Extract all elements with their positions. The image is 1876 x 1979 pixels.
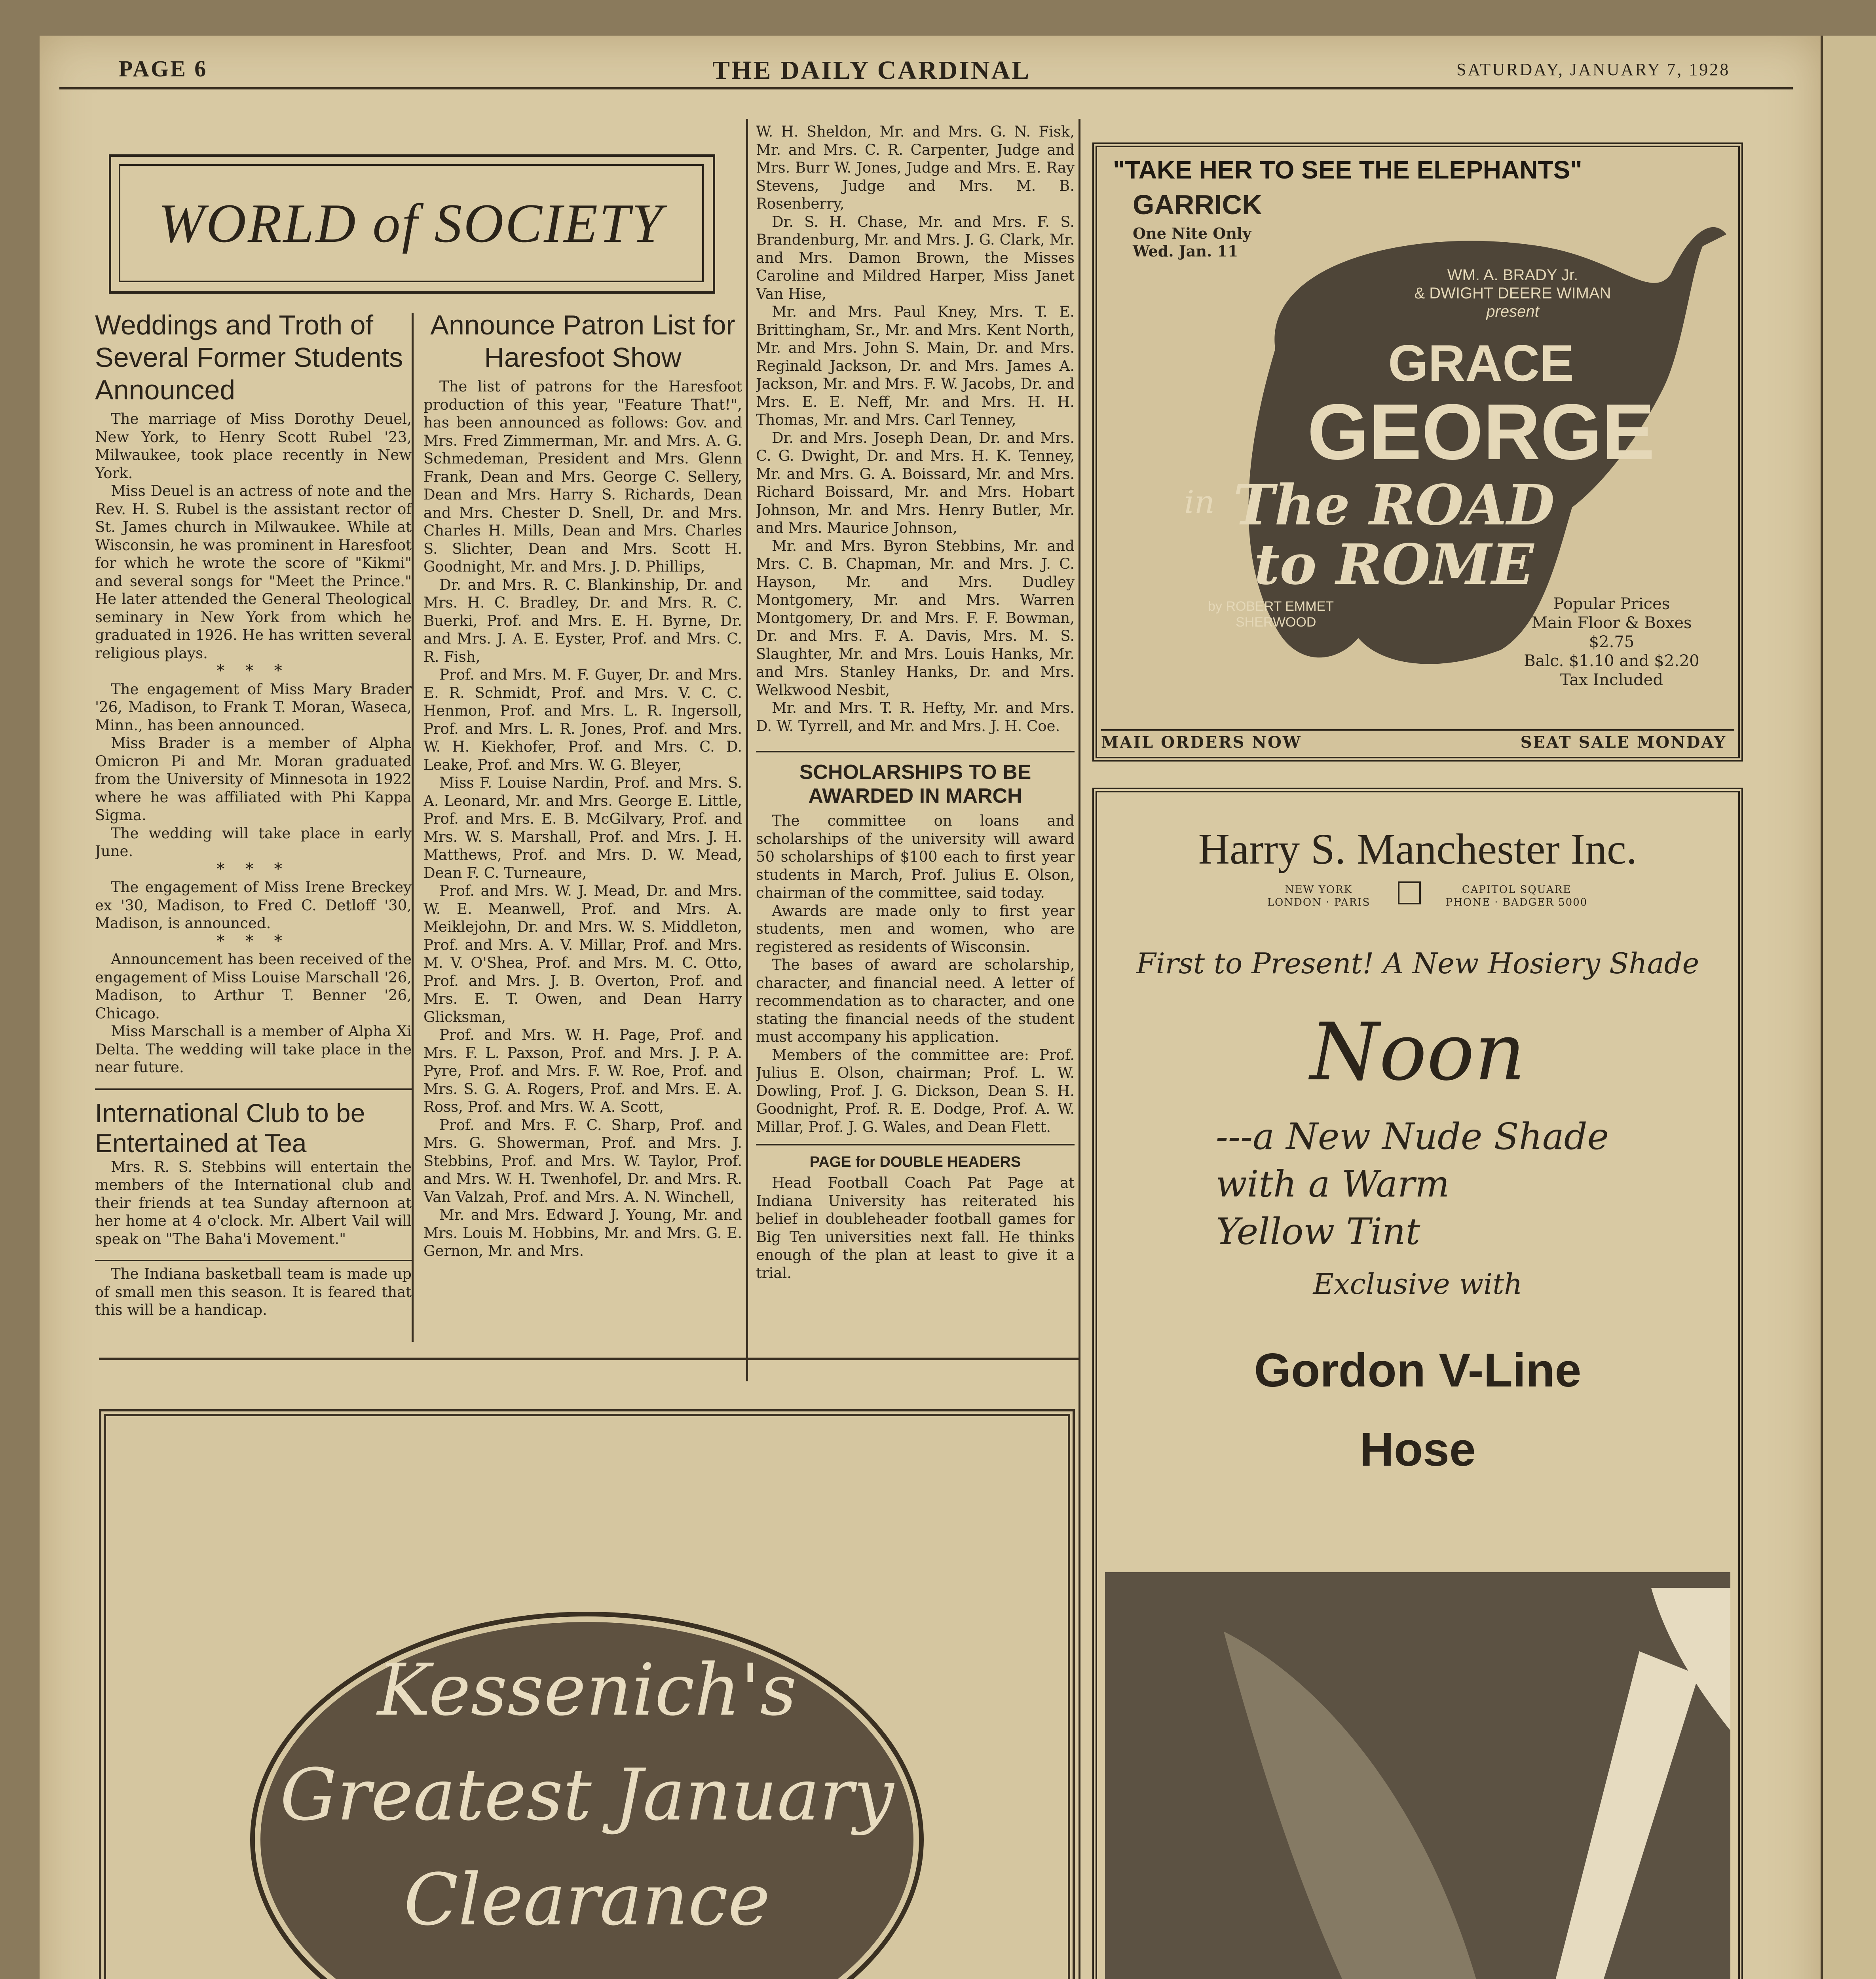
article-paragraph: Head Football Coach Pat Page at Indiana University has reiterated his belief in doubleheader football games for Big Ten universities next fall. He thinks enough of the plan at least to give it a trial.	[756, 1174, 1075, 1282]
column-2	[423, 309, 742, 1260]
article-paragraph: Dr. and Mrs. Joseph Dean, Dr. and Mrs. C. G. Dwight, Dr. and Mrs. H. K. Tenney, Mr. and Mrs. G. A. Boissard, Mr. and Mrs. Richard Boissard, Mr. and Mrs. Hobart Johnson, Mr. and Mrs. Henry Butler, Mr. and Mrs. Maurice Johnson,	[756, 429, 1075, 536]
section-divider: * * *	[216, 662, 290, 680]
theater-name: GARRICK	[1133, 189, 1262, 220]
ad-intro: First to Present! A New Hosiery Shade	[1136, 947, 1699, 980]
kessenich-ad	[99, 1409, 1075, 1979]
store-address: CAPITOL SQUARE PHONE · BADGER 5000	[1445, 884, 1588, 908]
article-paragraph: Miss Brader is a member of Alpha Omicron Pi and Mr. Moran graduated from the University of Minnesota in 1922 where he was affiliated with Phi Kappa Sigma.	[95, 735, 412, 824]
column-rule	[1079, 119, 1080, 1979]
article-paragraph: Miss F. Louise Nardin, Prof. and Mrs. S. A. Leonard, Mr. and Mrs. George E. Little, Prof. and Mrs. E. B. McGilvary, Prof. and Mrs. W. S. Marshall, Prof. and Mrs. J. H. Matthews, Prof. and Mrs. D. W. Mead, Dean F. C. Turneaure,	[423, 774, 742, 881]
headline-double-headers: PAGE for DOUBLE HEADERS	[756, 1144, 1075, 1174]
issue-date: SATURDAY, JANUARY 7, 1928	[1456, 60, 1730, 79]
section-rule	[99, 1358, 1080, 1360]
playwright: by ROBERT EMMET SHERWOOD	[1208, 599, 1334, 630]
article-paragraph: Mr. and Mrs. Edward J. Young, Mr. and Mrs. Louis M. Hobbins, Mr. and Mrs. G. E. Gernon, Mr. and Mrs.	[423, 1206, 742, 1259]
show-date: One Nite Only Wed. Jan. 11	[1133, 224, 1251, 260]
exclusive-label: Exclusive with	[1313, 1267, 1523, 1301]
article-paragraph: The engagement of Miss Irene Breckey ex '30, Madison, to Fred C. Detloff '30, Madison, is announced.	[95, 879, 412, 932]
article-paragraph: Mr. and Mrs. T. R. Hefty, Mr. and Mrs. D. W. Tyrrell, and Mr. and Mrs. J. H. Coe.	[756, 699, 1075, 735]
holly-leaf-graphic	[1105, 1572, 1730, 1979]
article-paragraph: Miss Marschall is a member of Alpha Xi Delta. The wedding will take place in the near future.	[95, 1023, 412, 1076]
play-title: The ROAD to ROME	[1233, 473, 1555, 597]
store-name: Kessenich's	[377, 1649, 797, 1732]
headline-international-club: International Club to be Entertained at Tea	[95, 1088, 412, 1158]
article-paragraph: Prof. and Mrs. M. F. Guyer, Dr. and Mrs. E. R. Schmidt, Prof. and Mrs. V. C. C. Henmon, Prof. and Mrs. L. R. Ingersoll, Prof. and Mrs. L. R. Jones, Prof. and Mrs. W. H. Kiekhofer, Prof. and Mrs. C. D. Leake, Prof. and Mrs. W. G. Bleyer,	[423, 666, 742, 773]
article-paragraph: Awards are made only to first year students, men and women, who are registered as residents of Wisconsin.	[756, 902, 1075, 955]
article-paragraph: Miss Deuel is an actress of note and the Rev. H. S. Rubel is the assistant rector of St. James church in Milwaukee. While at Wisconsin, he was prominent in Haresfoot for which he wrote the score of "Kikmi" and several songs for "Meet the Prince." He later attended the General Theological seminary in New York from which he graduated in 1926. He has written several religious plays.	[95, 482, 412, 662]
shade-description: ---a New Nude Shade with a Warm Yellow Tint	[1216, 1115, 1609, 1253]
article-paragraph: Mr. and Mrs. Paul Kney, Mrs. T. E. Brittingham, Sr., Mr. and Mrs. Kent North, Mr. and Mrs. John S. Main, Dr. and Mrs. Reginald Jackson, Dr. and Mrs. James A. Jackson, Mr. and Mrs. F. W. Jacobs, Dr. and Mrs. E. E. Neff, Mr. and Mrs. H. H. Thomas, Mr. and Mrs. Carl Tenney,	[756, 303, 1075, 428]
sale-title: Greatest January	[280, 1754, 894, 1837]
article-paragraph: The Indiana basketball team is made up of small men this season. It is feared that this will be a handicap.	[95, 1260, 412, 1319]
article-paragraph: The wedding will take place in early June.	[95, 824, 412, 860]
article-paragraph: The committee on loans and scholarships of the university will award 50 scholarships of $100 each to first year students in March, Prof. Julius E. Olson, chairman of the committee, said today.	[756, 812, 1075, 901]
article-paragraph: The marriage of Miss Dorothy Deuel, New York, to Henry Scott Rubel '23, Milwaukee, took place recently in New York.	[95, 410, 412, 482]
presenters: WM. A. BRADY Jr. & DWIGHT DEERE WIMAN present	[1414, 266, 1611, 320]
mail-orders: MAIL ORDERS NOW	[1101, 733, 1302, 752]
article-paragraph: The bases of award are scholarship, character, and financial need. A letter of recommendation as to character, and one stating the financial needs of the student must accompany his application.	[756, 956, 1075, 1045]
article-paragraph: Prof. and Mrs. F. C. Sharp, Prof. and Mrs. G. Showerman, Prof. and Mrs. J. Stebbins, Prof. and Mrs. W. Taylor, Prof. and Mrs. W. H. Twenhofel, Dr. and Mrs. R. Van Valzah, Prof. and Mrs. A. N. Winchell,	[423, 1116, 742, 1206]
headline-patron-list: Announce Patron List for Haresfoot Show	[430, 310, 735, 373]
headline-scholarships: SCHOLARSHIPS TO BE AWARDED IN MARCH	[756, 751, 1075, 808]
ad-tagline: "TAKE HER TO SEE THE ELEPHANTS"	[1113, 156, 1582, 184]
headline-weddings: Weddings and Troth of Several Former Students Announced	[95, 310, 403, 405]
holly-illustration	[1105, 1572, 1730, 1979]
in-label: in	[1184, 484, 1215, 520]
column-rule	[412, 313, 414, 1342]
article-paragraph: Prof. and Mrs. W. H. Page, Prof. and Mrs. F. L. Paxson, Prof. and Mrs. J. P. A. Pyre, Prof. and Mrs. F. W. Roe, Prof. and Mrs. S. G. A. Rogers, Prof. and Mrs. E. A. Ross, Prof. and Mrs. W. A. Scott,	[423, 1026, 742, 1115]
paper-title: THE DAILY CARDINAL	[712, 56, 1031, 85]
store-name: Harry S. Manchester Inc.	[1198, 825, 1637, 873]
section-divider: * * *	[216, 932, 290, 950]
prices: Popular Prices Main Floor & Boxes $2.75 Balc. $1.10 and $2.20 Tax Included	[1524, 595, 1699, 689]
society-banner: WORLD of SOCIETY	[59, 91, 788, 313]
garrick-theater-ad	[1092, 142, 1743, 762]
article-paragraph: Mr. and Mrs. Byron Stebbins, Mr. and Mrs. C. B. Chapman, Mr. and Mrs. J. C. Hayson, Mr. and Mrs. Dudley Montgomery, Mr. and Mrs. Warren Montgomery, Dr. and Mrs. F. F. Bowman, Dr. and Mrs. F. A. Davis, Mrs. M. S. Slaughter, Mr. and Mrs. Louis Hanks, Mr. and Mrs. Stanley Hanks, Dr. and Mrs. Welkwood Nesbit,	[756, 537, 1075, 699]
article-paragraph: W. H. Sheldon, Mr. and Mrs. G. N. Fisk, Mr. and Mrs. C. R. Carpenter, Judge and Mrs. Burr W. Jones, Judge and Mrs. E. Ray Stevens, Judge and Mrs. M. B. Rosenberry,	[756, 123, 1075, 212]
article-paragraph: The list of patrons for the Haresfoot production of this year, "Feature That!", has been announced as follows: Gov. and Mrs. Fred Zimmerman, Mr. and Mrs. A. G. Schmedeman, President and Mrs. Glenn Frank, Dean and Mrs. George C. Sellery, Dean and Mrs. Harry S. Richards, Dean and Mrs. Chester D. Snell, Dr. and Mrs. Charles H. Mills, Dean and Mrs. Charles S. Slichter, Dean and Mrs. Scott H. Goodnight, Mr. and Mrs. J. D. Phillips,	[423, 378, 742, 575]
masthead-rule	[59, 87, 1793, 89]
article-paragraph: Dr. and Mrs. R. C. Blankinship, Dr. and Mrs. H. C. Bradley, Dr. and Mrs. R. C. Buerki, Prof. and Mrs. E. H. Byrne, Dr. and Mrs. J. A. E. Eyster, Prof. and Mrs. C. R. Fish,	[423, 576, 742, 665]
article-paragraph: Members of the committee are: Prof. Julius E. Olson, chairman; Prof. L. W. Dowling, Prof. J. G. Dickson, Dean S. H. Goodnight, Prof. R. E. Dodge, Prof. A. W. Millar, Prof. J. G. Wales, and Dean Flett.	[756, 1046, 1075, 1136]
shade-name: Noon	[1310, 1006, 1526, 1098]
sale-subtitle: Clearance	[404, 1859, 770, 1941]
store-cities: NEW YORK LONDON · PARIS	[1267, 884, 1371, 908]
article-paragraph: Announcement has been received of the engagement of Miss Louise Marschall '26, Madison, to Arthur T. Benner '26, Chicago.	[95, 951, 412, 1022]
star-name: GRACE GEORGE	[1307, 334, 1655, 476]
crest-icon	[1398, 881, 1421, 904]
column-1	[95, 309, 412, 1319]
product-name: Gordon V-Line Hose	[1254, 1344, 1582, 1476]
adjacent-page-edge	[1821, 36, 1876, 1979]
article-paragraph: Dr. S. H. Chase, Mr. and Mrs. F. S. Brandenburg, Mr. and Mrs. J. G. Clark, Mr. and Mrs. Damon Brown, the Misses Caroline and Mildred Harper, Miss Janet Van Hise,	[756, 213, 1075, 302]
manchester-hosiery-ad	[1092, 788, 1743, 1979]
page-number: PAGE 6	[119, 56, 208, 82]
ad-footer	[1101, 729, 1734, 752]
clearance-oval-text	[260, 1638, 913, 1952]
article-paragraph: The engagement of Miss Mary Brader '26, Madison, to Frank T. Moran, Waseca, Minn., has been announced.	[95, 680, 412, 734]
article-paragraph: Mrs. R. S. Stebbins will entertain the members of the International club and their friends at tea Sunday afternoon at her home at 4 o'clock. Mr. Albert Vail will speak on "The Baha'i Movement."	[95, 1158, 412, 1248]
seat-sale: SEAT SALE MONDAY	[1520, 733, 1726, 752]
article-paragraph: Prof. and Mrs. W. J. Mead, Dr. and Mrs. W. E. Meanwell, Prof. and Mrs. A. Meiklejohn, Dr. and Mrs. W. S. Middleton, Prof. and Mrs. A. V. Millar, Prof. and Mrs. M. V. O'Shea, Prof. and Mrs. M. C. Otto, Prof. and Mrs. J. B. Overton, Prof. and Mrs. E. T. Owen, and Dean Harry Glicksman,	[423, 882, 742, 1026]
column-3	[756, 123, 1075, 1282]
section-divider: * * *	[216, 860, 290, 878]
